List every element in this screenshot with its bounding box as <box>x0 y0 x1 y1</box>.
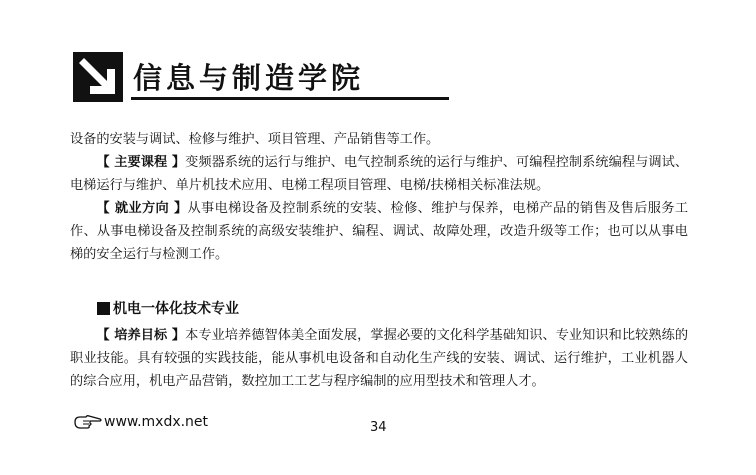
label-training-goal: 【 培养目标 】 <box>96 328 186 343</box>
label-main-courses: 【 主要课程 】 <box>96 155 186 170</box>
paragraph-continuation: 设备的安装与调试、检修与维护、项目管理、产品销售等工作。 <box>70 132 440 147</box>
paragraph-career-direction <box>70 197 688 266</box>
program-description <box>70 128 688 266</box>
paragraph-main-courses <box>70 151 688 197</box>
section-heading <box>97 298 239 318</box>
text-career-direction: 从事电梯设备及控制系统的安装、检修、维护与保养，电梯产品的销售及售后服务工作、从事电梯设备及控制系统的高级安装维护、编程、调试、故障处理，改造升级等工作；也可以从事电梯的安全运行与检测工作。 <box>70 201 689 262</box>
label-career-direction: 【 就业方向 】 <box>96 201 188 216</box>
page-header <box>73 52 393 104</box>
text-main-courses: 变频器系统的运行与维护、电气控制系统的运行与维护、可编程控制系统编程与调试、电梯运行与维护、单片机技术应用、电梯工程项目管理、电梯/扶梯相关标准法规。 <box>70 155 689 193</box>
page-number: 34 <box>370 420 387 435</box>
program-goal <box>70 324 688 393</box>
section-title: 机电一体化技术专业 <box>113 301 239 317</box>
paragraph-training-goal <box>70 324 688 393</box>
footer-website[interactable] <box>74 414 208 430</box>
title-underline <box>131 97 449 100</box>
arrow-down-right-icon <box>73 52 123 102</box>
square-bullet-icon <box>97 302 110 315</box>
pointing-hand-icon <box>74 414 102 430</box>
text-training-goal: 本专业培养德智体美全面发展，掌握必要的文化科学基础知识、专业知识和比较熟练的职业技能。具有较强的实践技能，能从事机电设备和自动化生产线的安装、调试、运行维护，工业机器人的综合应用，机电产品营销，数控加工工艺与程序编制的应用型技术和管理人才。 <box>70 328 689 389</box>
college-title: 信息与制造学院 <box>133 61 365 95</box>
website-url[interactable]: www.mxdx.net <box>104 414 209 430</box>
